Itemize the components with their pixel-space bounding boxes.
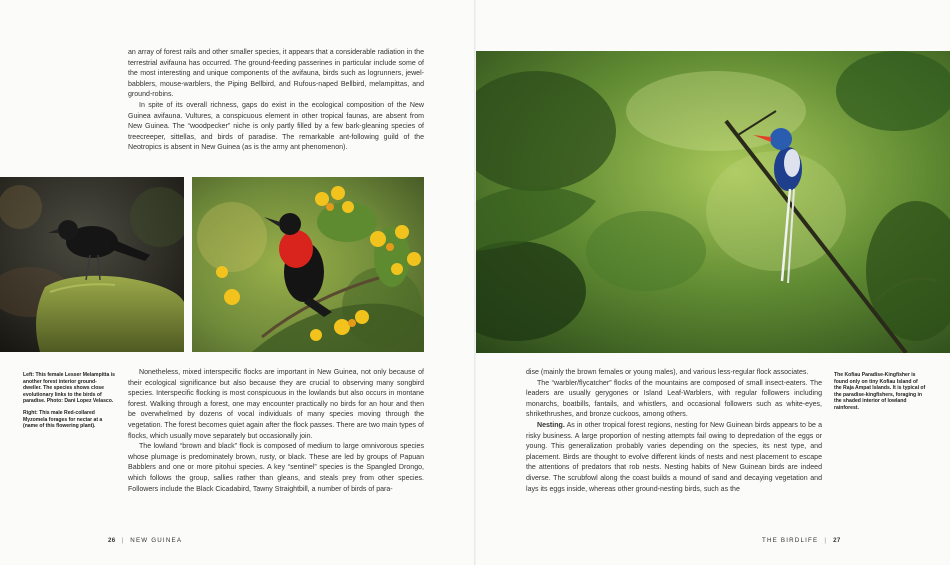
nesting-text: As in other tropical forest regions, nesting for New Guinean birds appears to be a risky business. A large proportion of nesting attempts fail owing to depredation of the eggs or young. This generalization probably varies depending on the species, its nest type, and placement. Birds are thought to evolve different kinds of nests and nest placement to escape the attentions of predators that rob nests. Nesting habits of New Guinean birds are indeed diverse. The scrubfowl along the coast builds a mound of sand and decaying vegetation and lays its eggs inside, whereas other ground-nesting birds, such as the <box>526 421 822 493</box>
intro-paragraph: In spite of its overall richness, gaps do exist in the ecological composition of the New Guinea avifauna. Vultures, a conspicuous element in other tropical faunas, are absent from New Guinea. The “woodpecker” niche is only partly filled by a few bark-gleaning species of treecreeper, sittellas, and birds of paradise. The remarkable ant-following guild of the Neotropics is absent in New Guinea (as is the army ant phenomenon). <box>128 101 424 152</box>
right-page <box>476 0 950 565</box>
folio-left: 26 | NEW GUINEA <box>108 537 183 544</box>
body-paragraph: Nonetheless, mixed interspecific flocks are important in New Guinea, not only because of their ecological significance but also because they are crucial to observing many songbird species. Interspecific flocking is most conspicuous in the lowlands but also occurs in montane forest. Walking through a forest, one may encounter practically no birds for an hour and then be overwhelmed by dozens of vocal individuals of many species moving through the vegetation. The forest becomes quiet again after the flock passes. There are two main types of flocks, which usually move separately but occasionally join. <box>128 369 424 440</box>
intro-text <box>128 48 424 154</box>
kingfisher-photo <box>476 51 950 353</box>
page-number: 26 <box>108 537 116 544</box>
myzomela-photo <box>192 177 424 352</box>
caption-left-photo: Left: This female Lesser Melampitta is another forest interior ground-dweller. The species shows close evolutionary links to the birds of paradise. Photo: Dani Lopez Velasco. <box>23 372 115 405</box>
caption-right-photo: Right: This male Red-collared Myzomela forages for nectar at a (name of this flowering plant). <box>23 409 103 430</box>
caption-kingfisher: The Kofiau Paradise-Kingfisher is found only on tiny Kofiau Island of the Raja Ampat Islands. It is typical of the paradise-kingfishers, foraging in the shaded interior of lowland rainforest. <box>834 372 926 411</box>
nesting-heading: Nesting. <box>537 421 565 429</box>
kingfisher-caption <box>834 372 926 417</box>
intro-paragraph: an array of forest rails and other smaller species, it appears that a considerable radiation in the terrestrial avifauna has occurred. The ground-feeding passerines in particular include some of the most interesting and unique components of the avifauna, birds such as logrunners, jewel-babblers, mouse-warblers, the Piping Bellbird, and Rufous-naped Bellbird, melampittas, and ground-robins. <box>128 49 424 99</box>
nesting-paragraph <box>526 421 822 495</box>
melampitta-photo <box>0 177 184 352</box>
right-body-text <box>526 368 822 495</box>
body-text <box>128 368 424 495</box>
running-title: THE BIRDLIFE <box>762 537 819 544</box>
body-paragraph: dise (mainly the brown females or young males), and various less-regular flock associates. <box>526 369 809 376</box>
photo-captions <box>23 372 115 435</box>
body-paragraph: The lowland “brown and black” flock is composed of medium to large omnivorous species whose plumage is predominately brown, rusty, or black. These are led by groups of Papuan Babblers and one or more pitohui species. A key “sentinel” species is the Spangled Drongo, which follows the group, sallies rather than gleans, and steals prey from other species. Followers include the Black Cicadabird, Tawny Straightbill, a number of birds of para- <box>128 443 424 493</box>
body-paragraph: The “warbler/flycatcher” flocks of the mountains are composed of small insect-eaters. The leaders are usually gerygones or Island Leaf-Warblers, with regular followers including monarchs, boatbills, fantails, and whistlers, and occasional followers such as white-eyes, shrikethrushes, and bronze cuckoos, among others. <box>526 379 822 419</box>
running-title: NEW GUINEA <box>130 537 183 544</box>
page-number: 27 <box>833 537 841 544</box>
folio-right: THE BIRDLIFE | 27 <box>762 537 841 544</box>
